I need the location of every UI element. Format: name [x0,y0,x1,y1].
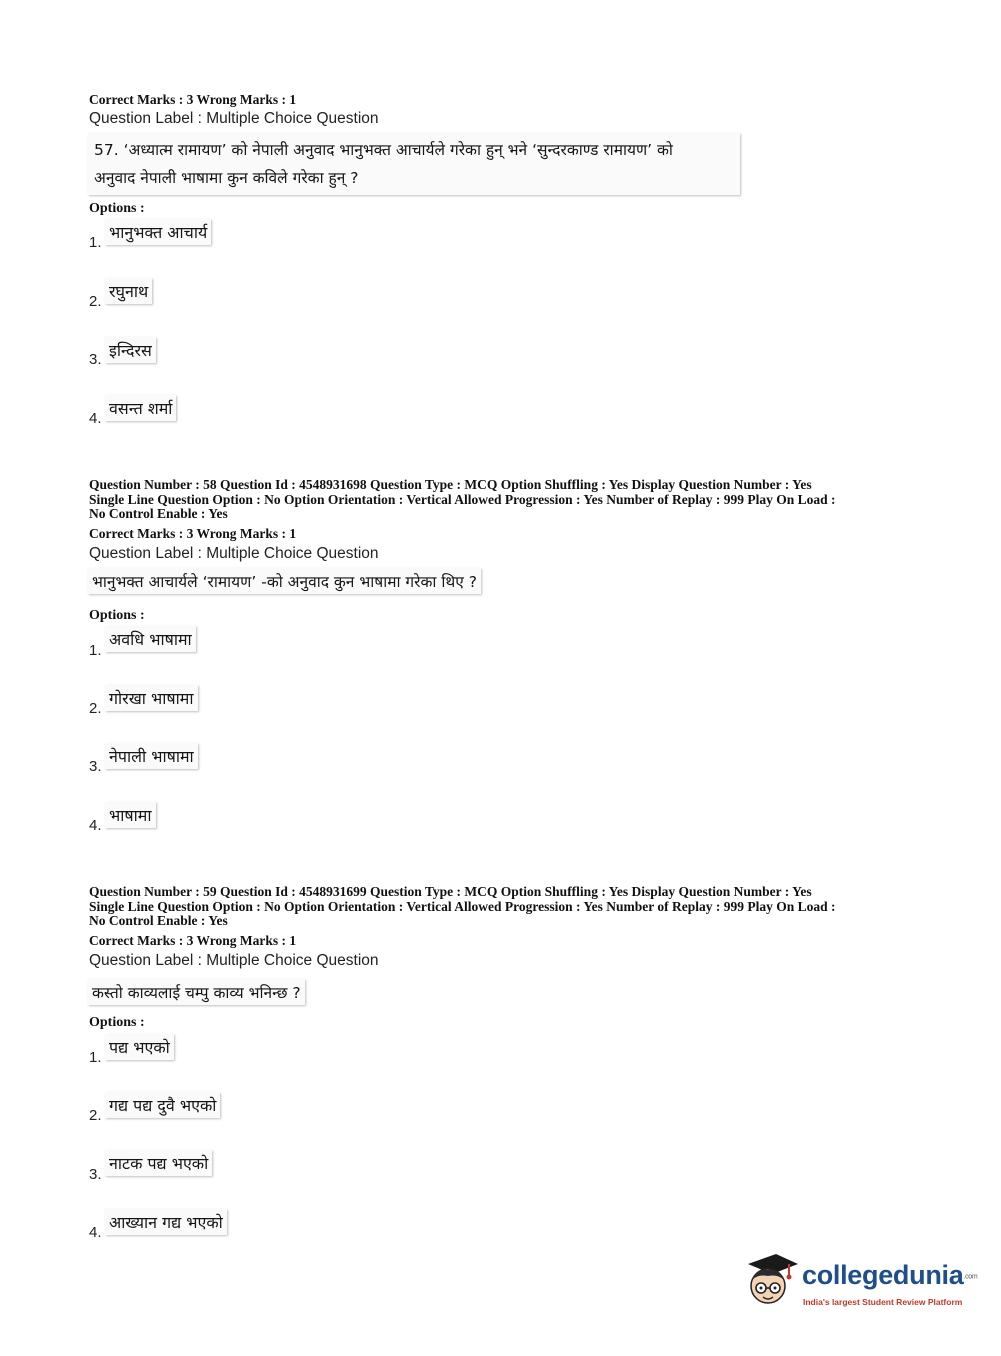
q58-meta-line2: Single Line Question Option : No Option Orientation : Vertical Allowed Progression : Yes Number of Replay : 999 Play On Load : [89,492,836,507]
q58-option-3[interactable]: नेपाली भाषामा [105,743,198,769]
q58-option-3-number: 3. [89,758,102,775]
collegedunia-logo[interactable] [742,1250,978,1318]
q58-option-4[interactable]: भाषामा [105,802,156,828]
q57-option-1[interactable]: भानुभक्त आचार्य [105,219,211,245]
q57-question-text [88,133,740,195]
q57-option-3-number: 3. [89,351,102,368]
q57-options-title: Options : [89,201,145,216]
mascot-icon [742,1250,800,1312]
q58-option-2[interactable]: गोरखा भाषामा [105,685,198,711]
q57-question-line2: अनुवाद नेपाली भाषामा कुन कविले गरेका हुन् ? [94,169,359,187]
q58-option-1-number: 1. [89,642,102,659]
q59-meta-line3: No Control Enable : Yes [89,913,228,928]
q58-option-1[interactable]: अवधि भाषामा [105,626,196,652]
q57-question-line1: 57. ‘अध्यात्म रामायण’ को नेपाली अनुवाद भानुभक्त आचार्यले गरेका हुन् भने ‘सुन्दरकाण्ड रामायण’ को [94,141,673,159]
q59-option-1-number: 1. [89,1049,102,1066]
q59-marks: Correct Marks : 3 Wrong Marks : 1 [89,933,297,948]
q57-question-label: Question Label : Multiple Choice Question [89,110,379,127]
q57-option-2[interactable]: रघुनाथ [105,278,152,304]
q57-option-4-number: 4. [89,410,102,427]
q59-question-label: Question Label : Multiple Choice Question [89,952,379,969]
q58-options-title: Options : [89,608,145,623]
q59-option-2-number: 2. [89,1107,102,1124]
q58-option-4-number: 4. [89,817,102,834]
q58-marks: Correct Marks : 3 Wrong Marks : 1 [89,526,297,541]
q58-question-label: Question Label : Multiple Choice Question [89,545,379,562]
q59-option-2[interactable]: गद्य पद्य दुवै भएको [105,1092,220,1118]
q57-marks: Correct Marks : 3 Wrong Marks : 1 [89,92,297,107]
q57-option-2-number: 2. [89,293,102,310]
q59-question-text: कस्तो काव्यलाई चम्पु काव्य भनिन्छ ? [88,979,305,1005]
logo-suffix: .com [963,1273,978,1281]
q59-option-3-number: 3. [89,1166,102,1183]
q58-meta-line1: Question Number : 58 Question Id : 4548931698 Question Type : MCQ Option Shuffling : Yes Display Question Number : Yes [89,477,812,492]
q59-option-4-number: 4. [89,1224,102,1241]
q59-meta-line1: Question Number : 59 Question Id : 4548931699 Question Type : MCQ Option Shuffling : Yes Display Question Number : Yes [89,884,812,899]
q58-question-text: भानुभक्त आचार्यले ‘रामायण’ -को अनुवाद कुन भाषामा गरेका थिए ? [88,568,481,594]
q59-option-3[interactable]: नाटक पद्य भएको [105,1150,212,1176]
logo-tagline: India's largest Student Review Platform [803,1297,963,1307]
q58-meta-line3: No Control Enable : Yes [89,506,228,521]
q59-meta-line2: Single Line Question Option : No Option Orientation : Vertical Allowed Progression : Yes Number of Replay : 999 Play On Load : [89,899,836,914]
q57-option-3[interactable]: इन्दिरस [105,337,156,363]
q59-option-1[interactable]: पद्य भएको [105,1034,174,1060]
logo-wordmark: collegedunia [802,1260,964,1290]
q57-option-1-number: 1. [89,234,102,251]
q59-option-4[interactable]: आख्यान गद्य भएको [105,1209,227,1235]
q59-options-title: Options : [89,1015,145,1030]
q58-option-2-number: 2. [89,700,102,717]
q57-option-4[interactable]: वसन्त शर्मा [105,395,176,421]
